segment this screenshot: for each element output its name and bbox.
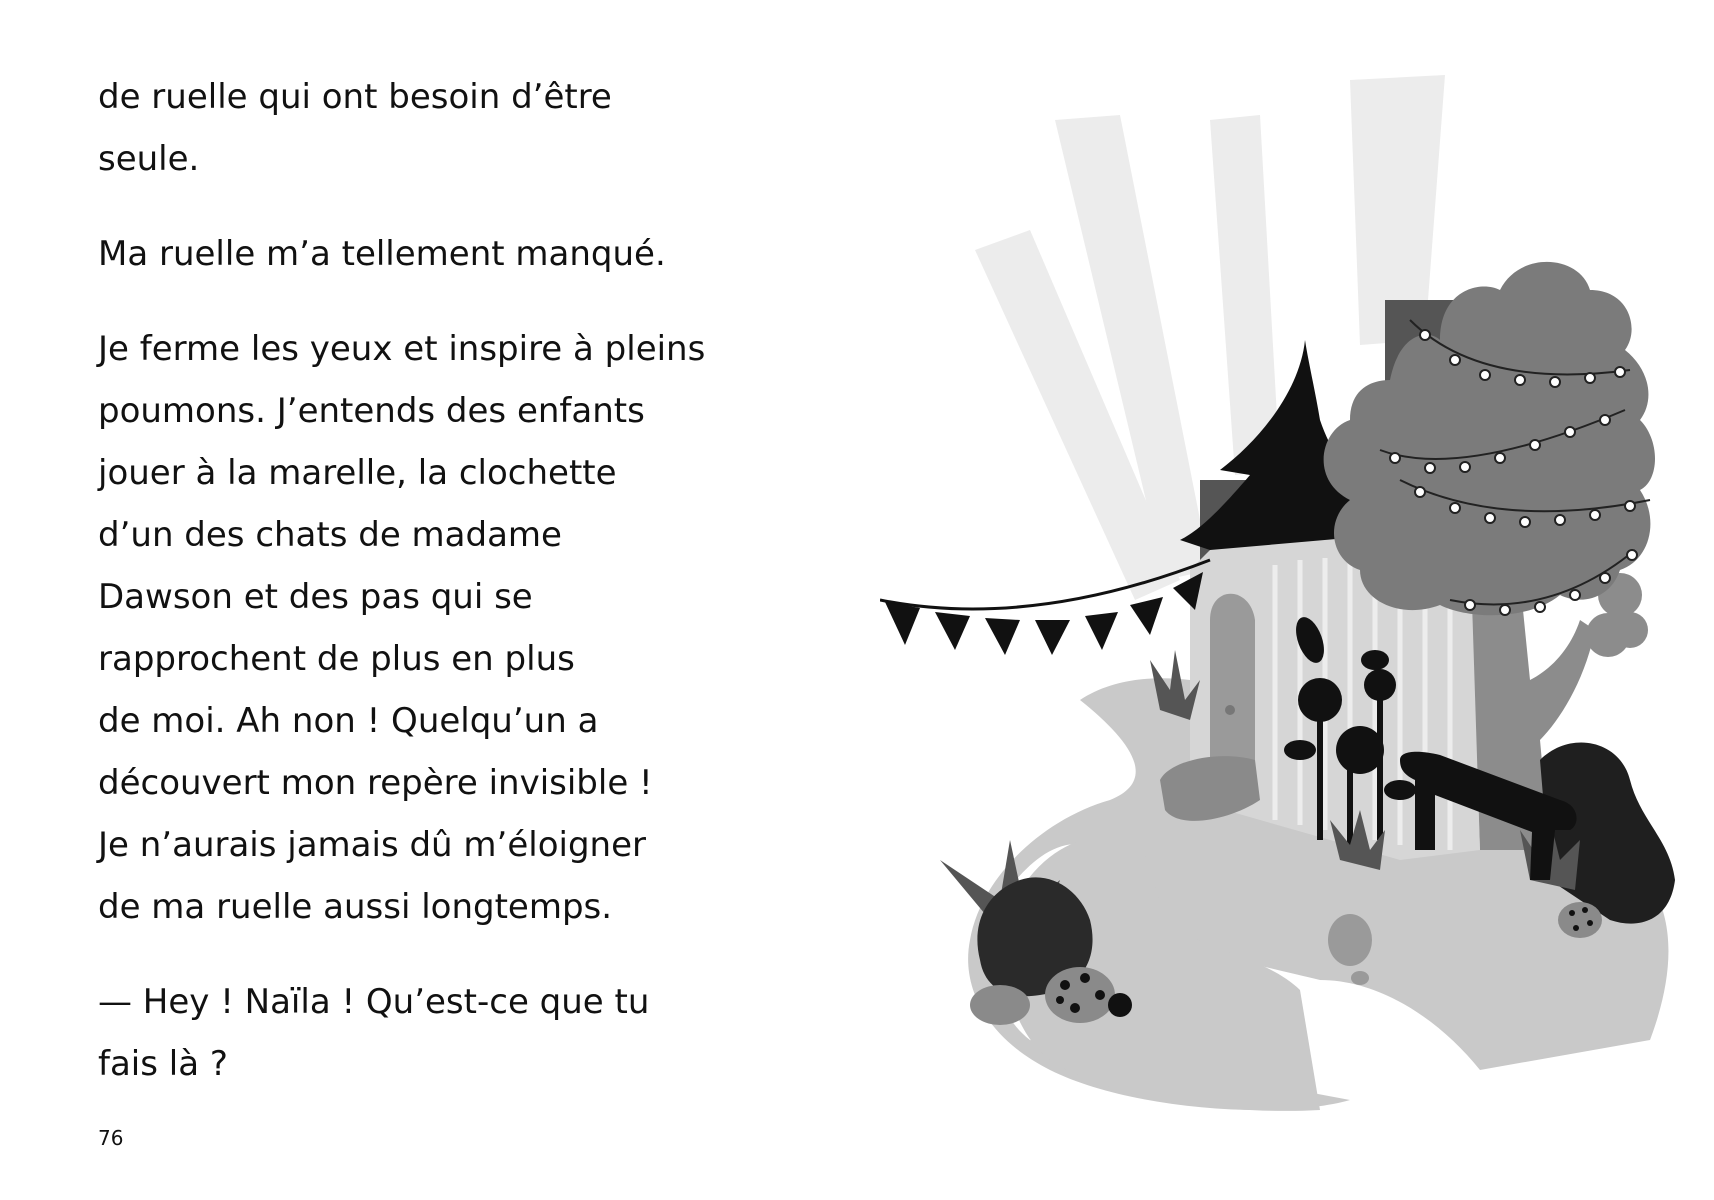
text-line: poumons. J’entends des enfants — [98, 391, 645, 431]
text-line: découvert mon repère invisible ! — [98, 763, 653, 803]
paragraph — [98, 66, 738, 190]
paragraph — [98, 223, 738, 285]
door-knob — [1225, 705, 1235, 715]
text-line: Je n’aurais jamais dû m’éloigner — [98, 825, 646, 865]
text-line: rapprochent de plus en plus — [98, 639, 575, 679]
shed-door — [1210, 594, 1255, 780]
text-line: de moi. Ah non ! Quelqu’un a — [98, 701, 599, 741]
text-line: d’un des chats de madame — [98, 515, 562, 555]
text-line: Ma ruelle m’a tellement manqué. — [98, 234, 666, 274]
text-line: de ma ruelle aussi longtemps. — [98, 887, 613, 927]
story-text — [98, 66, 738, 1128]
text-line: — Hey ! Naïla ! Qu’est-ce que tu — [98, 982, 650, 1022]
shed-garden-illustration — [880, 60, 1680, 1120]
page-number: 76 — [98, 1126, 124, 1150]
pebble — [1351, 971, 1369, 985]
text-line: jouer à la marelle, la clochette — [98, 453, 617, 493]
cookie — [1558, 902, 1602, 938]
grey-rock — [970, 985, 1030, 1025]
paragraph — [98, 971, 738, 1095]
text-line: fais là ? — [98, 1044, 228, 1084]
small-tree-top — [1612, 612, 1648, 648]
text-line: Dawson et des pas qui se — [98, 577, 533, 617]
paragraph — [98, 318, 738, 938]
text-line: de ruelle qui ont besoin d’être — [98, 77, 612, 117]
grey-rock — [1328, 914, 1372, 966]
text-line: Je ferme les yeux et inspire à pleins — [98, 329, 706, 369]
text-line: seule. — [98, 139, 200, 179]
